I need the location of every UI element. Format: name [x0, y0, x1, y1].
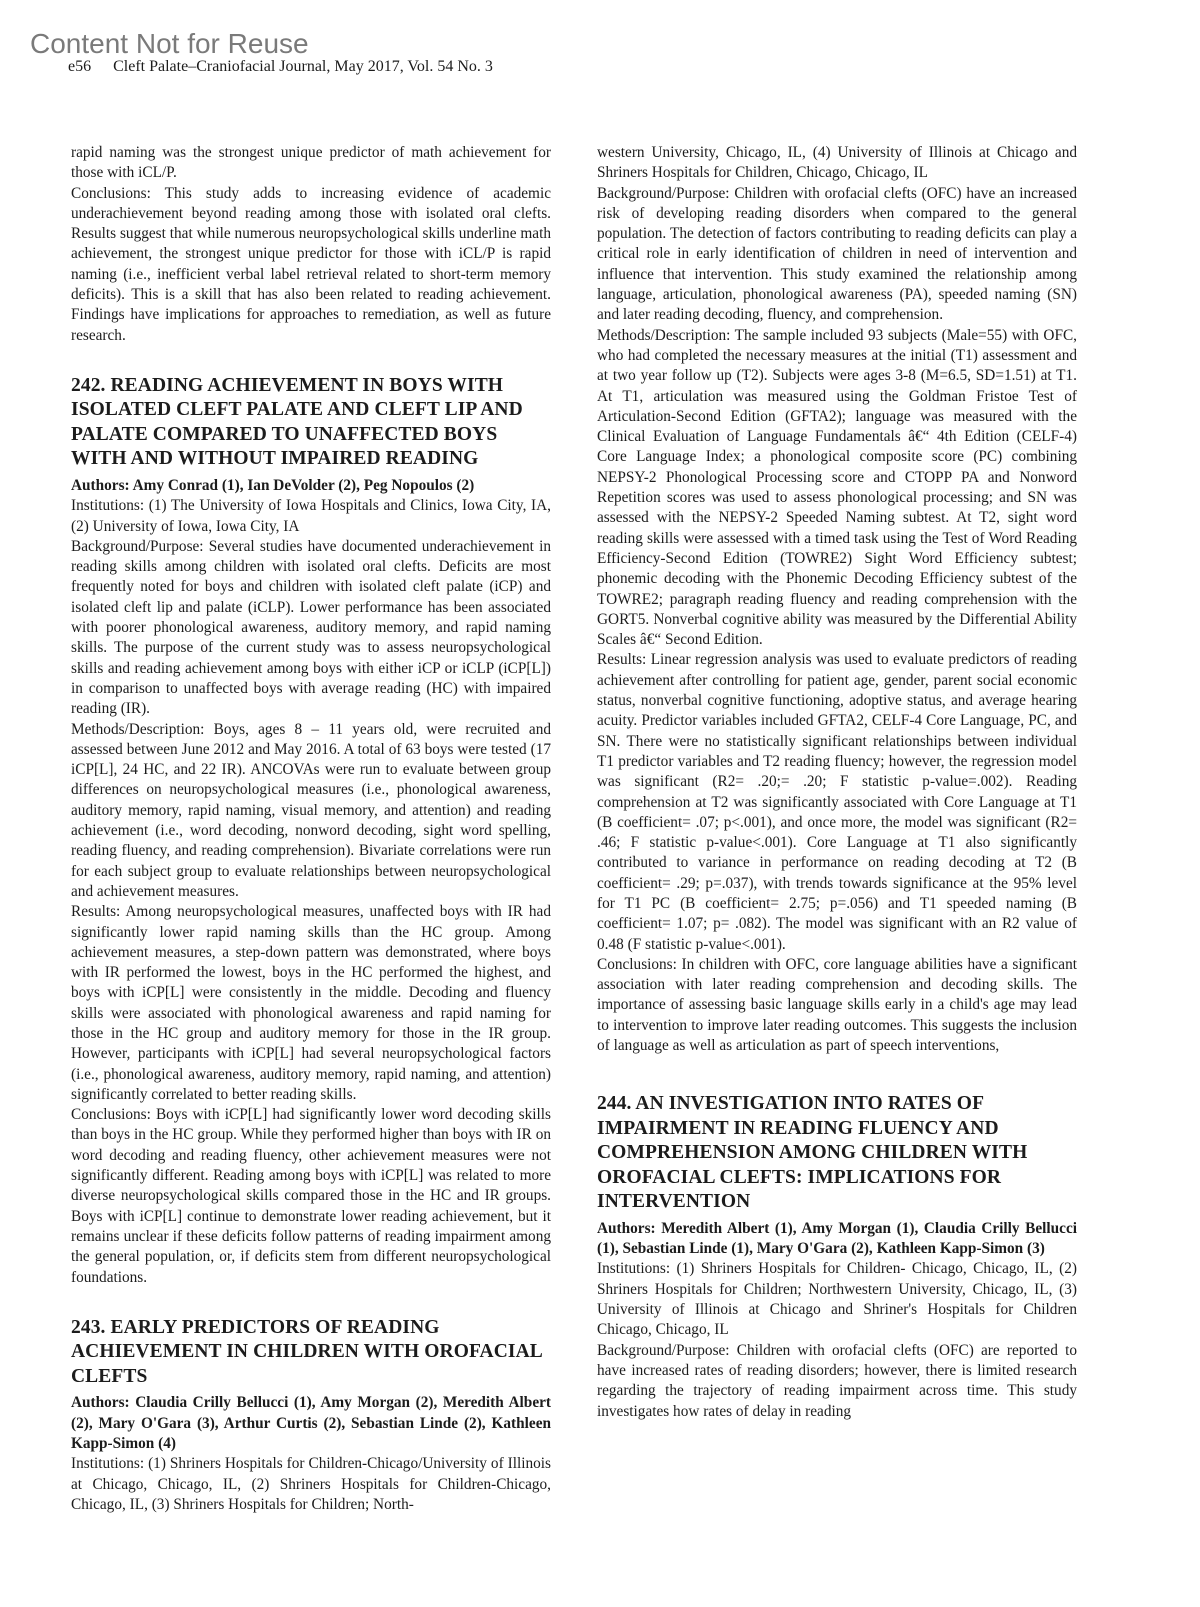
abstract-242-authors: Authors: Amy Conrad (1), Ian DeVolder (2), Peg Nopoulos (2)	[71, 476, 475, 494]
abstract-242	[71, 374, 551, 1288]
abstract-242-methods: Methods/Description: Boys, ages 8 – 11 years old, were recruited and assessed between June 2012 and May 2016. A total of 63 boys were tested (17 iCP[L], 24 HC, and 22 IR). ANCOVAs were run to evaluate between group differences on neuropsychological measures (i.e., phonological awareness, auditory memory, rapid naming, visual memory, and attention) and reading achievement (i.e., word decoding, nonword decoding, sight word spelling, reading fluency, and reading comprehension). Bivariate correlations were run for each subject group to evaluate relationships between neuropsychological and achievement measures.	[71, 720, 551, 900]
abstract-243-methods: Methods/Description: The sample included 93 subjects (Male=55) with OFC, who had completed the necessary measures at the initial (T1) assessment and at two year follow up (T2). Subjects were ages 3-8 (M=6.5, SD=1.51) at T1. At T1, articulation was measured using the Goldman Fristoe Test of Articulation-Second Edition (GFTA2); language was measured with the Clinical Evaluation of Language Fundamentals â€“ 4th Edition (CELF-4) Core Language Index; a phonological composite score (PC) combining NEPSY-2 Phonological Processing score and CTOPP PA and Nonword Repetition scores was used to assess phonological processing; and SN was assessed with the NEPSY-2 Speeded Naming subtest. At T2, sight word reading skills were assessed with a timed task using the Test of Word Reading Efficiency-Second Edition (TOWRE2) Sight Word Efficiency subtest; phonemic decoding with the Phonemic Decoding Efficiency subtest of the TOWRE2; paragraph reading fluency and reading comprehension with the GORT5. Nonverbal cognitive ability was measured by the Differential Ability Scales â€“ Second Edition.	[597, 326, 1077, 649]
journal-citation: Cleft Palate–Craniofacial Journal, May 2017, Vol. 54 No. 3	[113, 58, 493, 75]
abstract-242-conclusions: Conclusions: Boys with iCP[L] had significantly lower word decoding skills than boys in the HC group. While they performed higher than boys with IR on word decoding and reading fluency, other achievement measures were not significantly different. Reading among boys with iCP[L] was related to more diverse neuropsychological skills compared those in the HC and IR groups. Boys with iCP[L] continue to demonstrate lower reading achievement, but it remains unclear if these deficits follow patterns of reading impairment among the general population, or, if deficits stem from different neuropsychological foundations.	[71, 1106, 551, 1286]
page-number: e56	[68, 58, 92, 75]
abstract-243-title: 243. EARLY PREDICTORS OF READING ACHIEVEMENT IN CHILDREN WITH OROFACIAL CLEFTS	[71, 1316, 542, 1387]
running-head	[68, 58, 493, 76]
watermark: Content Not for Reuse	[30, 28, 309, 59]
abstract-242-title: 242. READING ACHIEVEMENT IN BOYS WITH ISOLATED CLEFT PALATE AND CLEFT LIP AND PALATE COMPARED TO UNAFFECTED BOYS WITH AND WITHOUT IMPAIRED READING	[71, 374, 523, 470]
abstract-242-institutions: Institutions: (1) The University of Iowa Hospitals and Clinics, Iowa City, IA, (2) University of Iowa, Iowa City, IA	[71, 497, 551, 535]
abstract-243-institutions-cont: western University, Chicago, IL, (4) University of Illinois at Chicago and Shriners Hospitals for Children, Chicago, Chicago, IL	[597, 144, 1077, 182]
abstract-243-results: Results: Linear regression analysis was used to evaluate predictors of reading achievement after controlling for patient age, gender, parent social economic status, nonverbal cognitive functioning, adoptive status, and average hearing acuity. Predictor variables included GFTA2, CELF-4 Core Language, PC, and SN. There were no statistically significant relationships between individual T1 predictor variables and T2 reading fluency; however, the regression model was significant (R2= .20;= .20; F statistic p-value=.002). Reading comprehension at T2 was significantly associated with Core Language at T1 (B coefficient= .07; p<.001), and once more, the model was significant (R2= .46; F statistic p-value<.001). Core Language at T1 also significantly contributed to variance in performance on reading decoding at T2 (B coefficient= .29; p=.037), with trends towards significance at the 95% level for T1 PC (B coefficient= 2.75; p=.056) and T1 speeded naming (B coefficient= 1.07; p= .082). The model was significant with an R2 value of 0.48 (F statistic p-value<.001).	[597, 651, 1077, 953]
abstract-244-institutions: Institutions: (1) Shriners Hospitals for Children- Chicago, Chicago, IL, (2) Shriners Hospitals for Children; Northwestern University, Chicago, IL, (3) University of Illinois at Chicago and Shriner's Hospitals for Children Chicago, Chicago, IL	[597, 1260, 1077, 1339]
abstract-243	[71, 1316, 551, 1515]
abstract-244-title: 244. AN INVESTIGATION INTO RATES OF IMPAIRMENT IN READING FLUENCY AND COMPREHENSION AMONG CHILDREN WITH OROFACIAL CLEFTS: IMPLICATIONS FOR INTERVENTION	[597, 1093, 1028, 1213]
prev-abstract-tail: rapid naming was the strongest unique predictor of math achievement for those with iCL/P.	[71, 144, 551, 182]
abstract-243-authors: Authors: Claudia Crilly Bellucci (1), Amy Morgan (2), Meredith Albert (2), Mary O'Gara (3), Arthur Curtis (2), Sebastian Linde (2), Kathleen Kapp-Simon (4)	[71, 1394, 551, 1452]
abstract-243-continued	[597, 143, 1077, 1056]
left-column	[71, 143, 551, 1515]
abstract-242-background: Background/Purpose: Several studies have documented underachievement in reading skills among children with isolated oral clefts. Deficits are most frequently noted for boys and children with isolated cleft palate (iCP) and isolated cleft lip and palate (iCLP). Lower performance has been associated with poorer phonological awareness, auditory memory, and rapid naming skills. The purpose of the current study was to assess neuropsychological skills and reading achievement among boys with either iCP or iCLP (iCP[L]) in comparison to unaffected boys with average reading (HC) with impaired reading (IR).	[71, 537, 551, 718]
abstract-243-conclusions: Conclusions: In children with OFC, core language abilities have a significant association with later reading comprehension and decoding skills. The importance of assessing basic language skills early in a child's age may lead to intervention to improve later reading outcomes. This suggests the inclusion of language as well as articulation as part of speech interventions,	[597, 955, 1077, 1055]
abstract-243-institutions: Institutions: (1) Shriners Hospitals for Children-Chicago/University of Illinois at Chicago, Chicago, IL, (2) Shriners Hospitals for Children-Chicago, Chicago, IL, (3) Shriners Hospitals for Children; North-	[71, 1455, 551, 1513]
abstract-242-results: Results: Among neuropsychological measures, unaffected boys with IR had significantly lower rapid naming skills than the HC group. Among achievement measures, a step-down pattern was demonstrated, where boys with IR performed the lowest, boys in the HC performed the highest, and boys with iCP[L] were consistently in the middle. Decoding and fluency skills were associated with phonological awareness and rapid naming for those in the HC group and auditory memory for those in the IR group. However, participants with iCP[L] had several neuropsychological factors (i.e., phonological awareness, auditory memory, rapid naming, and attention) significantly correlated to better reading skills.	[71, 903, 551, 1103]
abstract-243-background: Background/Purpose: Children with orofacial clefts (OFC) have an increased risk of developing reading disorders when compared to the general population. The detection of factors contributing to reading deficits can play a critical role in early identification of children in need of intervention and influence that intervention. This study examined the relationship among language, articulation, phonological awareness (PA), speeded naming (SN) and later reading decoding, fluency, and comprehension.	[597, 184, 1077, 324]
prev-abstract-conclusions: Conclusions: This study adds to increasing evidence of academic underachievement beyond reading among those with isolated oral clefts. Results suggest that while numerous neuropsychological skills underline math achievement, the strongest unique predictor for those with iCL/P is rapid naming (i.e., inefficient verbal label retrieval related to short-term memory deficits). This is a skill that has also been related to reading achievement. Findings have implications for approaches to remediation, as well as future research.	[71, 184, 551, 344]
abstract-244	[597, 1092, 1077, 1421]
abstract-244-background: Background/Purpose: Children with orofacial clefts (OFC) are reported to have increased rates of reading disorders; however, there is limited research regarding the trajectory of reading impairment across time. This study investigates how rates of delay in reading	[597, 1341, 1077, 1420]
right-column	[597, 143, 1077, 1422]
abstract-244-authors: Authors: Meredith Albert (1), Amy Morgan (1), Claudia Crilly Bellucci (1), Sebastian Linde (1), Mary O'Gara (2), Kathleen Kapp-Simon (3)	[597, 1219, 1077, 1258]
